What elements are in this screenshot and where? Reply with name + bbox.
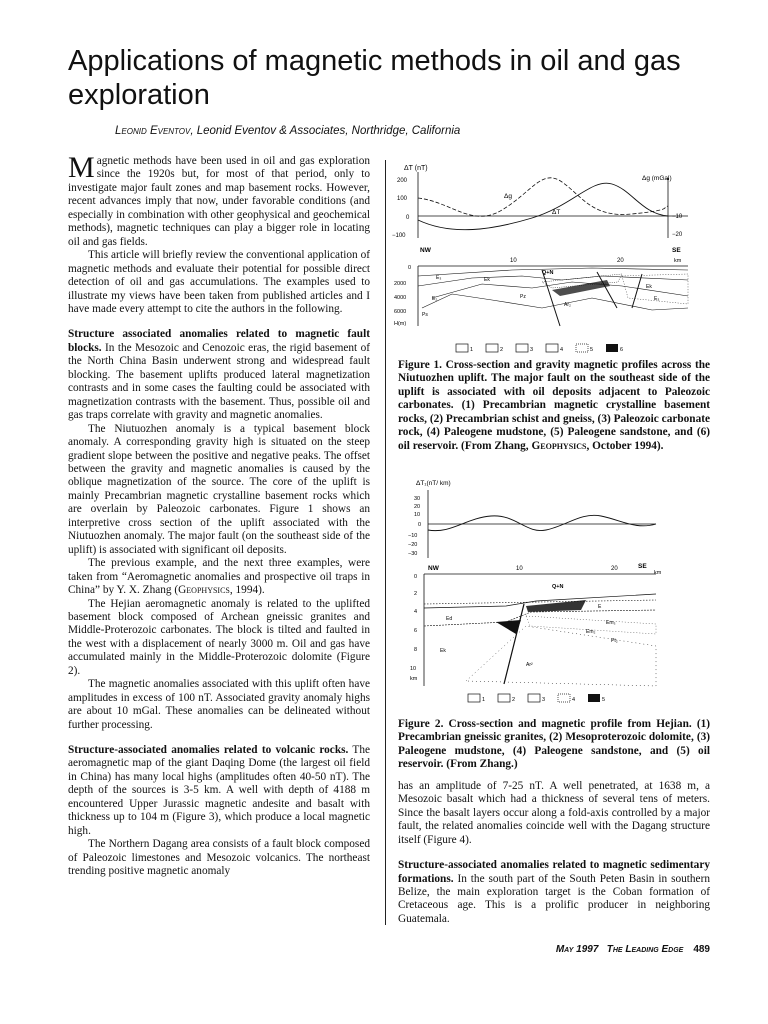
fig2-unit: Ek: [440, 648, 446, 654]
fig2-tick: 20: [414, 504, 421, 510]
fig2-magnetic-curve: [428, 515, 656, 530]
fig2-unit: E: [598, 604, 602, 610]
fig1-unit: E₃: [436, 275, 442, 281]
fig2-km: km: [654, 570, 662, 576]
fig1-legend-num: 3: [530, 347, 534, 353]
right-column: [398, 718, 710, 926]
fig1-unit: Ps: [422, 312, 428, 318]
fig1-depth: 6000: [394, 309, 407, 315]
fig2-legend-num: 2: [512, 697, 516, 703]
fig2-unit: Ar²: [526, 662, 533, 668]
fig2-tick: 0: [418, 522, 422, 528]
figure-1-caption: Figure 1. Cross-section and gravity magnetic profiles across the Niutuozhen uplift. The major fault on the southeast side of the uplift is associated with oil deposits adjacent to Paleozoic carbonates. (1) Precambrian magnetic crystalline basement rocks, (2) Precambrian schist and gneiss, (3) Paleozoic carbonate rock, (4) Paleogene mudstone, (5) Paleogene sandstone, and (6) oil reservoir. (From Zhang, Geophysics, October 1994).: [398, 359, 710, 452]
page-number: 489: [693, 944, 710, 955]
fig2-tick: 10: [414, 512, 421, 518]
fig1-depth: 0: [408, 265, 412, 271]
paragraph-amplitude: has an amplitude of 7-25 nT. A well penetrated, at 1638 m, a Mesozoic basalt which had a thickness of several tens of meters. Since the basalt layers occur along a fold-axis controlled by a major fault, the related anomalies coincide well with the Dagang structure itself (Figure 4).: [398, 779, 710, 846]
figure-1: [392, 158, 712, 358]
fig1-km: km: [674, 258, 682, 264]
section-heading: Structure associated anomalies related to magnetic fault blocks.: [68, 328, 370, 354]
fig1-dist: 20: [617, 258, 624, 264]
fig2-depth: 8: [414, 647, 418, 653]
fig1-legend-num: 2: [500, 347, 504, 353]
author-affiliation: , Leonid Eventov & Associates, Northridge, California: [190, 125, 461, 137]
fig1-depth: 2000: [394, 281, 407, 287]
intro-paragraph-2: This article will briefly review the conventional application of magnetic methods and evaluate their potential for possible direct detection of oil and gas accumulations. The examples used to illustrate my views have been taken from published articles and I have made every attempt to cite the authors in the following.: [68, 249, 370, 315]
fig2-unit: Pt₂: [611, 638, 618, 644]
paragraph-dagang: The Northern Dagang area consists of a fault block composed of Paleozoic limestones and Mesozoic volcanics. The northeast trending positive magnetic anomaly: [68, 838, 370, 878]
section-fault-blocks: Structure associated anomalies related to magnetic fault blocks. In the Mesozoic and Cenozoic eras, the rigid basement of the North China Basin underwent strong and widespread fault blocking. The basement uplifts produced lateral magnetization contrasts and in some cases the faulting could be associated with magnetization contrasts with the basement. Thus, possible oil and gas traps correlate with gravity and magnetic anomalies.: [68, 328, 370, 422]
fig1-se: SE: [672, 247, 681, 254]
fig2-unit: Em₂: [586, 629, 596, 635]
left-column: [68, 151, 370, 879]
fig2-tick: 30: [414, 496, 421, 502]
fig1-tick: 200: [397, 178, 408, 184]
fig1-tick: 100: [397, 196, 408, 202]
fig1-legend-num: 6: [620, 347, 624, 353]
fig1-legend-num: 1: [470, 347, 474, 353]
footer-date: May 1997: [555, 944, 599, 955]
fig1-magnetic-curve: [418, 183, 668, 230]
intro-paragraph-1: Magnetic methods have been used in oil and gas exploration since the 1920s but, for most of that period, only to investigate major fault zones and map basement rocks. However, recent advances imply that now, under favorable conditions (and especially in combination with other geophysical and geochemical methods), magnetic techniques can play a bigger role in locating oil and gas fields.: [68, 151, 370, 248]
fig2-depth: 6: [414, 628, 418, 634]
fig1-right-axis-label: Δg (mGal): [642, 175, 672, 182]
fig2-dist: 10: [516, 566, 523, 572]
fig2-depth: 4: [414, 609, 418, 615]
footer-journal: The Leading Edge: [606, 944, 684, 955]
fig1-dist: 10: [510, 258, 517, 264]
figure-2: [406, 476, 706, 708]
fig1-unit: E₃: [654, 296, 660, 302]
fig2-depth: 10: [410, 666, 417, 672]
fig1-tick: −20: [672, 232, 683, 238]
fig2-unit: Em₃: [606, 620, 616, 626]
fig1-unit: Ar₂: [564, 302, 571, 308]
fig1-legend-num: 4: [560, 347, 564, 353]
paragraph-niutuozhen: The Niutuozhen anomaly is a typical basement block anomaly. A corresponding gravity high is situated on the steep gradient slope between the positive and negative peaks. The offset between the gravity and magnetic anomalies is caused by the oblique magnetization of the source. The core of the uplift is mainly Precambrian magnetic crystalline basement rocks which are overlain by Paleozoic carbonates. Figure 1 shows an interpretive cross section of the uplift associated with the Niutuozhen anomaly. The major fault (on the southeast side of the uplift) is associated with significant oil deposits.: [68, 422, 370, 556]
section-sedimentary: Structure-associated anomalies related to magnetic sedimentary formations. In the south part of the South Peten Basin in southern Belize, the main exploration target is the Coban formation of Cretaceous age. This is a prolific producer in neighboring Guatemala.: [398, 859, 710, 925]
paragraph-amplitudes: The magnetic anomalies associated with this uplift often have amplitudes in excess of 100 nT. Associated gravity anomaly highs are about 10 mGal. These anomalies can be delineated without further processing.: [68, 678, 370, 731]
fig1-tick: −100: [392, 233, 406, 239]
fig2-depth: 2: [414, 591, 418, 597]
fig1-curve-label: ΔT: [552, 209, 561, 216]
fig2-axis-label: ΔT₁(nT/ km): [416, 480, 451, 487]
page-footer: [556, 944, 710, 955]
fig1-unit: Q+N: [542, 270, 554, 276]
fig1-legend-num: 5: [590, 347, 594, 353]
fig2-tick: −20: [408, 542, 418, 548]
fig1-unit: Ek: [646, 284, 652, 290]
fig1-unit: E₂: [432, 296, 438, 302]
fig2-legend-num: 4: [572, 697, 576, 703]
fig1-tick: −10: [672, 214, 683, 220]
fig2-legend: [468, 694, 605, 703]
fig2-legend-num: 1: [482, 697, 486, 703]
paragraph-source: The previous example, and the next three examples, were taken from “Aeromagnetic anomalies and prospective oil traps in China” by Y. X. Zhang (Geophysics, 1994).: [68, 557, 370, 597]
fig2-tick: −30: [408, 551, 418, 557]
fig1-tick: 0: [406, 215, 410, 221]
fig1-gravity-curve: [418, 178, 668, 216]
fig2-depth: 0: [414, 574, 418, 580]
fig1-left-axis-label: ΔT (nT): [404, 165, 428, 172]
paragraph-hejian: The Hejian aeromagnetic anomaly is related to the uplifted basement block composed of Archean gneissic granites and Middle-Proterozoic carbonates. The block is tilted and faulted in the west with a displacement of nearly 3000 m. Oil and gas have accumulated mainly in the Middle-Proterozoic dolomite (Figure 2).: [68, 597, 370, 677]
article-title: Applications of magnetic methods in oil and gas exploration: [68, 45, 681, 111]
figure-2-caption: Figure 2. Cross-section and magnetic profile from Hejian. (1) Precambrian gneissic granites, (2) Mesoproterozoic dolomite, (3) Paleogene mudstone, (4) Paleogene sandstone, and (5) oil reservoir. (From Zhang.): [398, 718, 710, 771]
fig2-unit: Q+N: [552, 584, 564, 590]
fig2-legend-num: 5: [602, 697, 606, 703]
fig1-legend: [456, 344, 623, 353]
byline: [115, 125, 460, 137]
section-heading: Structure-associated anomalies related to magnetic sedimentary formations.: [398, 859, 710, 885]
drop-cap: M: [68, 151, 95, 184]
author-name: Leonid Eventov: [115, 125, 191, 137]
fig2-se: SE: [638, 563, 647, 570]
fig1-depth: 4000: [394, 295, 407, 301]
section-heading: Structure-associated anomalies related to volcanic rocks.: [68, 744, 349, 757]
fig2-depth: km: [410, 676, 418, 682]
fig2-tick: −10: [408, 533, 418, 539]
column-divider: [385, 160, 386, 925]
section-volcanic: Structure-associated anomalies related to volcanic rocks. The aeromagnetic map of the giant Daqing Dome (the largest oil field in China) has many local highs (amplitudes often 40-50 nT). The depth of the sources is 3-5 km. A well with depth of 4188 m encountered Upper Jurassic magnetic andesite and basalt with thickness up to 104 m (Figure 3), which produce a local magnetic high.: [68, 744, 370, 837]
fig1-unit: Pz: [520, 294, 526, 300]
fig2-legend-num: 3: [542, 697, 546, 703]
fig2-unit: Ed: [446, 616, 453, 622]
fig1-unit: Ek: [484, 277, 490, 283]
fig2-nw: NW: [428, 565, 439, 572]
fig1-nw: NW: [420, 247, 431, 254]
fig2-dist: 20: [611, 566, 618, 572]
fig1-depth: H(m): [394, 321, 407, 327]
fig1-curve-label: Δg: [504, 193, 512, 200]
